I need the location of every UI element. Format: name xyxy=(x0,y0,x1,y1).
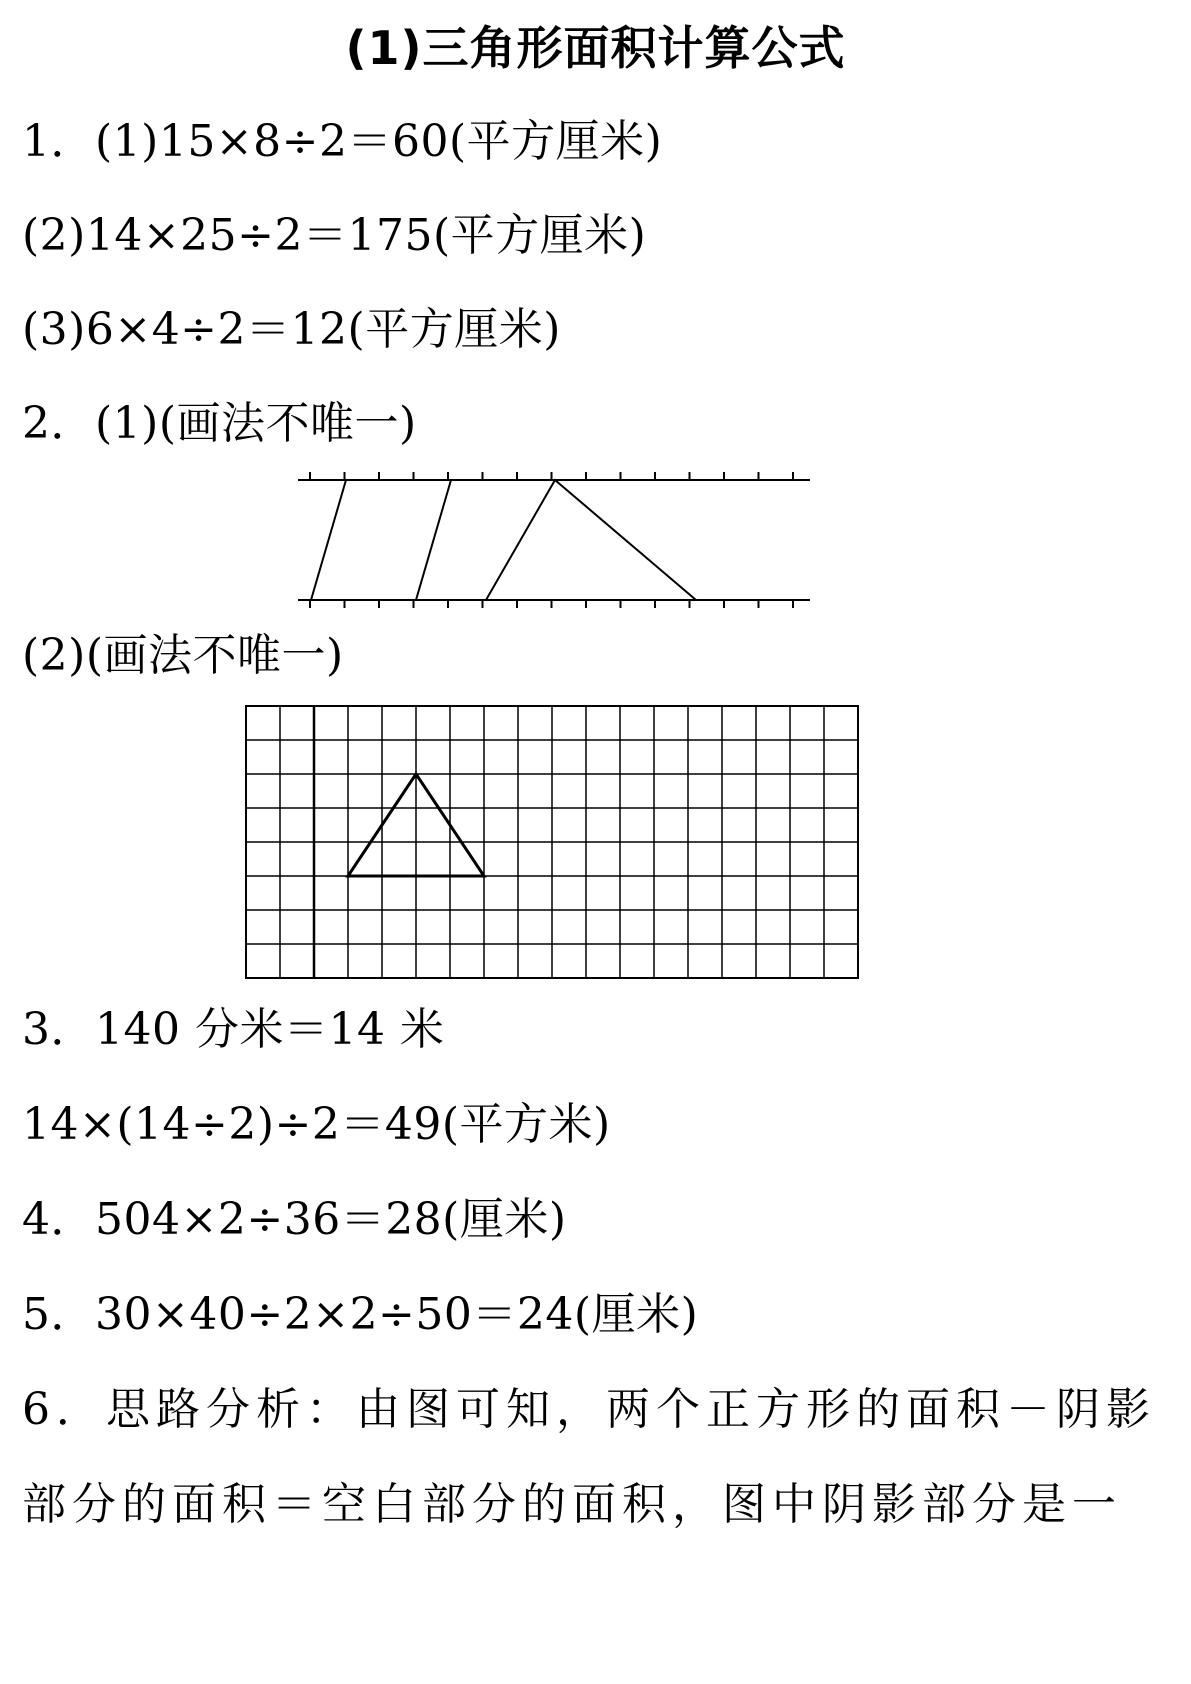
page-title: (1)三角形面积计算公式 xyxy=(345,21,846,75)
answer-4: 4．504×2÷36＝28(厘米) xyxy=(22,1194,567,1245)
grid-border xyxy=(246,706,858,978)
triangle-sides xyxy=(486,480,696,600)
slanted-segment xyxy=(311,480,346,600)
answer-1-2: (2)14×25÷2＝175(平方厘米) xyxy=(22,210,647,261)
answer-3: 3．140 分米＝14 米 xyxy=(22,1004,445,1055)
answer-2-2-heading: (2)(画法不唯一) xyxy=(22,630,344,681)
answer-5: 5．30×40÷2×2÷50＝24(厘米) xyxy=(22,1289,699,1340)
answer-6-line1: 6．思路分析：由图可知，两个正方形的面积－阴影 xyxy=(22,1384,1156,1435)
answer-1-1: 1．(1)15×8÷2＝60(平方厘米) xyxy=(22,116,663,167)
answer-1-3: (3)6×4÷2＝12(平方厘米) xyxy=(22,304,561,355)
slanted-segment xyxy=(416,480,451,600)
answer-2-1-heading: 2．(1)(画法不唯一) xyxy=(22,398,417,449)
grid-triangle xyxy=(348,774,484,876)
answer-3-calc: 14×(14÷2)÷2＝49(平方米) xyxy=(22,1099,611,1150)
answer-6-line2: 部分的面积＝空白部分的面积，图中阴影部分是一 xyxy=(22,1479,1122,1530)
